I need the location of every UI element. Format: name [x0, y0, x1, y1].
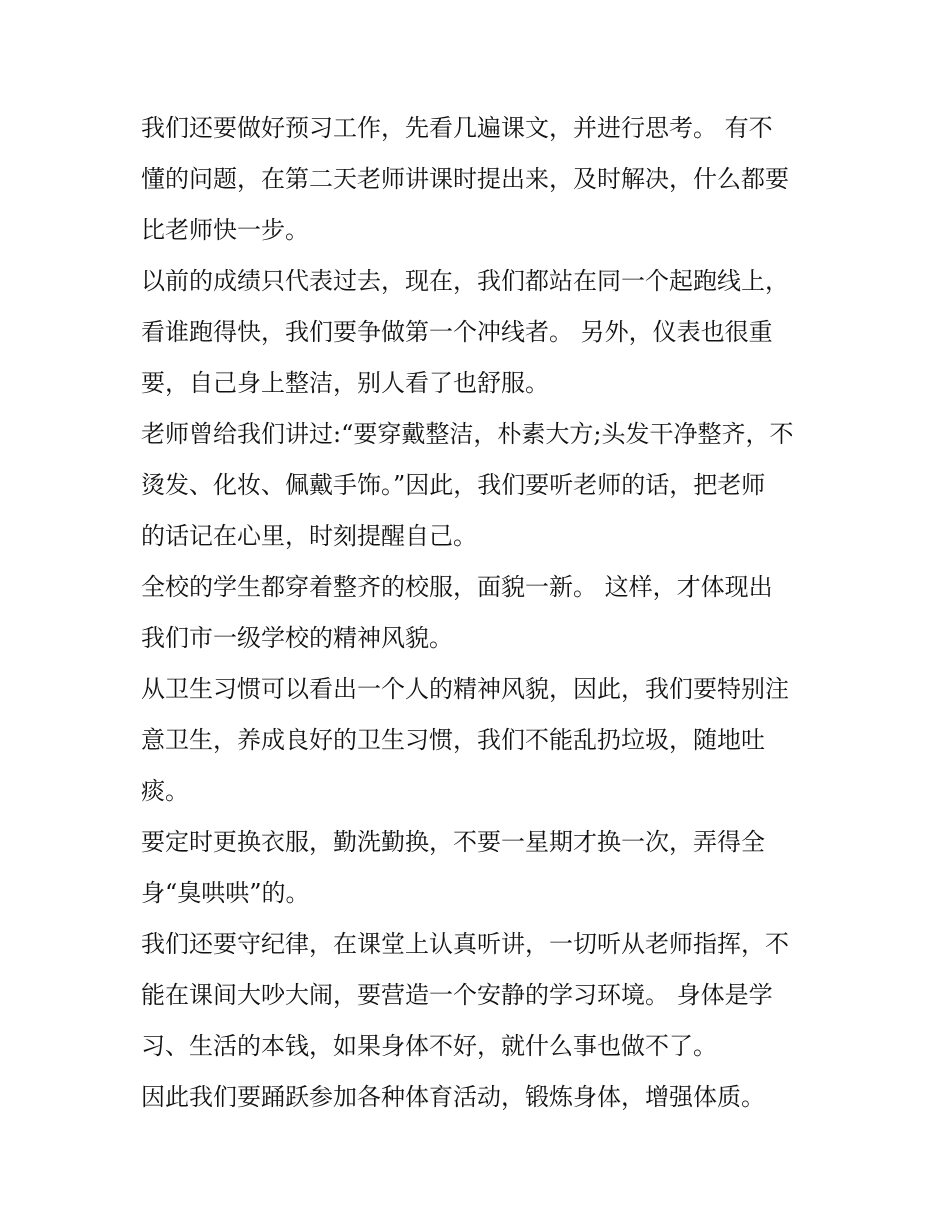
paragraph: [141, 562, 816, 664]
text-line: 意卫生，养成良好的卫生习惯，我们不能乱扔垃圾，随地吐: [141, 726, 765, 754]
text-line: 我们还要守纪律，在课堂上认真听讲，一切听从老师指挥，不: [141, 930, 789, 958]
text-line: 看谁跑得快，我们要争做第一个冲线者。 另外，仪表也很重: [141, 318, 773, 346]
text-line: 习、生活的本钱，如果身体不好，就什么事也做不了。: [141, 1032, 717, 1060]
text-line: 烫发、化妆、佩戴手饰。”因此，我们要听老师的话，把老师: [141, 471, 766, 499]
paragraph: [141, 817, 816, 919]
paragraph: [141, 409, 816, 562]
text-line: 老师曾给我们讲过:“要穿戴整洁，朴素大方;头发干净整齐，不: [141, 420, 794, 448]
text-line: 的话记在心里，时刻提醒自己。: [141, 522, 477, 550]
text-line: 要定时更换衣服，勤洗勤换，不要一星期才换一次，弄得全: [141, 828, 765, 856]
paragraph: [141, 919, 816, 1072]
paragraph: [141, 256, 816, 409]
text-line: 我们还要做好预习工作，先看几遍课文，并进行思考。 有不: [141, 114, 773, 142]
text-line: 以前的成绩只代表过去，现在，我们都站在同一个起跑线上，: [141, 267, 789, 295]
text-line: 身“臭哄哄”的。: [141, 879, 310, 907]
paragraph: [141, 664, 816, 817]
text-line: 懂的问题，在第二天老师讲课时提出来，及时解决，什么都要: [141, 165, 789, 193]
paragraph: [141, 1072, 816, 1123]
document-body: [141, 103, 816, 1123]
text-line: 全校的学生都穿着整齐的校服，面貌一新。 这样，才体现出: [141, 573, 773, 601]
text-line: 要，自己身上整洁，别人看了也舒服。: [141, 369, 549, 397]
text-line: 因此我们要踊跃参加各种体育活动，锻炼身体，增强体质。: [141, 1083, 765, 1111]
text-line: 比老师快一步。: [141, 216, 309, 244]
text-line: 痰。: [141, 777, 189, 805]
text-line: 我们市一级学校的精神风貌。: [141, 624, 453, 652]
text-line: 从卫生习惯可以看出一个人的精神风貌，因此，我们要特别注: [141, 675, 789, 703]
paragraph: [141, 103, 816, 256]
text-line: 能在课间大吵大闹，要营造一个安静的学习环境。 身体是学: [141, 981, 773, 1009]
